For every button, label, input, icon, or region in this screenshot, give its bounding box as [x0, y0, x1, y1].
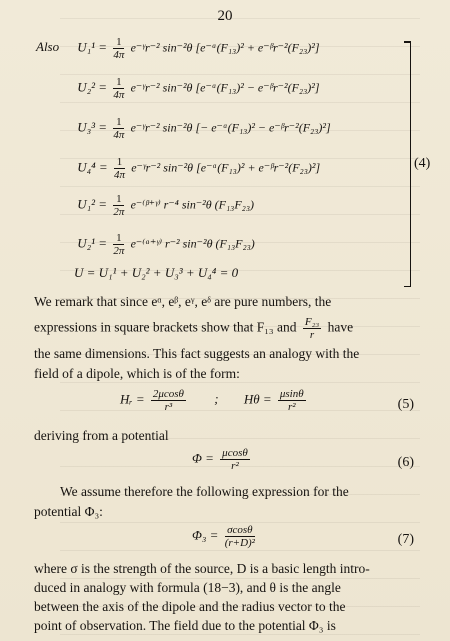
fraction: $\frac{1}{4\pi}$ [113, 156, 125, 181]
rhs: e⁻ᵞr⁻² sin⁻²θ [e⁻ᵅ(F₁₃)² + e⁻ᵝr⁻²(F₂₃)²] [131, 160, 321, 175]
fraction: $\frac{1}{2\pi}$ [113, 193, 125, 218]
para2-line2: potential Φ₃: [34, 504, 103, 519]
equation-row-6 [36, 232, 255, 257]
right-brace [402, 42, 411, 286]
fraction: $\frac{\sigma\cos\theta}{\text{(r+D)²}}$ [224, 524, 255, 549]
fraction: $\frac{\mu\cos\theta}{\text{r²}}$ [222, 447, 248, 472]
lhs: U₄⁴ = [77, 159, 108, 175]
deriving-line: deriving from a potential [34, 428, 169, 443]
rhs: e⁻ᵞr⁻² sin⁻²θ [e⁻ᵅ(F₁₃)² + e⁻ᵝr⁻²(F₂₃)²] [130, 40, 320, 55]
para1-line3: the same dimensions. This fact suggests an analogy with the [34, 346, 360, 361]
equation-row-1 [36, 36, 320, 61]
rhs: e⁻ᵞr⁻² sin⁻²θ [e⁻ᵅ(F₁₃)² − e⁻ᵝr⁻²(F₂₃)²] [130, 80, 320, 95]
page-number: 20 [217, 8, 233, 24]
also-label: Also [36, 39, 60, 55]
lhs: U₁² = [77, 196, 108, 212]
fraction: $\frac{\mu\sin\theta}{\text{r²}}$ [279, 388, 304, 413]
equation-6: Φ = $\frac{\mu\cos\theta}{\text{r²}}$ [192, 447, 248, 472]
para3-line3: between the axis of the dipole and the radius vector to the [34, 599, 346, 614]
lhs: U₁¹ = [77, 39, 108, 55]
para3-line2: duced in analogy with formula (18−3), and θ is the angle [34, 580, 341, 595]
rhs: e⁻ᵞr⁻² sin⁻²θ [− e⁻ᵅ(F₁₃)² − e⁻ᵝr⁻²(F₂₃)²] [130, 120, 331, 135]
equation-row-3 [36, 116, 331, 141]
sum-equation: U = U₁¹ + U₂² + U₃³ + U₄⁴ = 0 [74, 265, 239, 280]
rhs: e⁻⁽ᵅ⁺ᵞ⁾ r⁻² sin⁻²θ (F₁₃F₂₃) [130, 236, 255, 251]
lhs: U₃³ = [77, 119, 108, 135]
equation-tag-5: (5) [397, 397, 414, 412]
equation-row-2 [36, 76, 320, 101]
fraction: $\frac{1}{2\pi}$ [113, 232, 125, 257]
equation-row-5 [36, 193, 254, 218]
fraction: $\frac{1}{4\pi}$ [113, 116, 125, 141]
para3-line4: point of observation. The field due to the potential Φ₃ is [34, 618, 336, 633]
para3-line1: where σ is the strength of the source, D is a basic length intro- [34, 561, 370, 576]
rhs: e⁻⁽ᵝ⁺ᵞ⁾ r⁻⁴ sin⁻²θ (F₁₃F₂₃) [130, 197, 255, 212]
fraction: $\frac{1}{4\pi}$ [113, 76, 125, 101]
para1-line1: We remark that since eᵅ, eᵝ, eᵞ, eᵟ are pure numbers, the [34, 294, 332, 309]
equation-tag-6: (6) [397, 455, 414, 470]
para1-line2: expressions in square brackets show that F₁₃ and $\frac{\text{F₂₃}}{r}$ have [34, 316, 354, 341]
equation-7: Φ₃ = $\frac{\sigma\cos\theta}{\text{(r+D)²}}$ [192, 524, 255, 549]
fraction: $\frac{1}{4\pi}$ [113, 36, 125, 61]
equation-tag-7: (7) [397, 532, 414, 547]
equation-5: Hᵣ = $\frac{2\mu\cos\theta}{\text{r³}}$ ; Hθ = $\frac{\mu\sin\theta}{\text{r²}}$ [120, 388, 304, 413]
equation-row-4 [36, 156, 320, 181]
lhs: U₂¹ = [77, 235, 108, 251]
ratio-fraction: $\frac{\text{F₂₃}}{r}$ [304, 316, 320, 341]
lhs: U₂² = [77, 79, 108, 95]
fraction: $\frac{2\mu\cos\theta}{\text{r³}}$ [152, 388, 184, 413]
para1-line4: field of a dipole, which is of the form: [34, 366, 240, 381]
equation-tag-4: (4) [414, 156, 431, 171]
para2-line1: We assume therefore the following expression for the [60, 484, 349, 499]
